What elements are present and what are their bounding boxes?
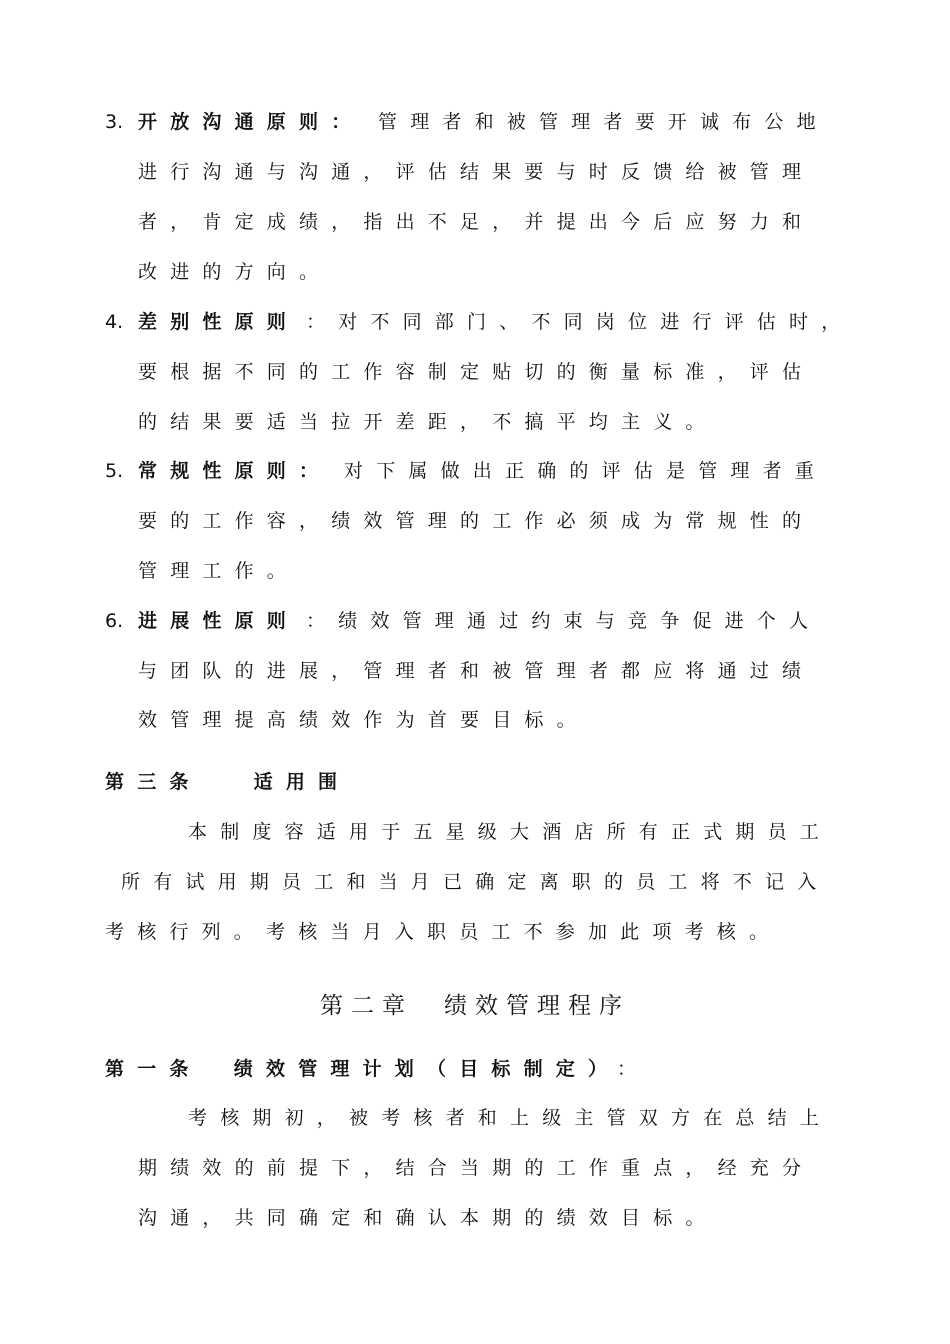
item-6-line-1 bbox=[0, 605, 950, 637]
item-text: 的结果要适当拉开差距，不搞平均主义。 bbox=[138, 411, 718, 433]
item-5-line-2 bbox=[0, 505, 950, 537]
article-1-line-2 bbox=[0, 1152, 950, 1184]
item-text: 管理工作。 bbox=[138, 560, 300, 582]
item-3-line-4 bbox=[0, 256, 950, 288]
item-number: 3. bbox=[105, 111, 124, 133]
item-text: 进行沟通与沟通，评估结果要与时反馈给被管理 bbox=[138, 161, 815, 183]
item-4-line-3 bbox=[0, 406, 950, 438]
item-title: 常规性原则： bbox=[138, 460, 332, 482]
article-title-suffix: ： bbox=[617, 1058, 650, 1080]
article-3-line-1 bbox=[0, 816, 950, 848]
item-title: 进展性原则 bbox=[138, 610, 300, 632]
item-number: 5. bbox=[105, 460, 124, 482]
article-3-line-2 bbox=[0, 866, 950, 898]
item-4-line-2 bbox=[0, 356, 950, 388]
article-text: 所有试用期员工和当月已确定离职的员工将不记入 bbox=[121, 871, 830, 893]
item-text: 要的工作容，绩效管理的工作必须成为常规性的 bbox=[138, 510, 815, 532]
item-number: 4. bbox=[105, 311, 124, 333]
article-text: 本制度容适用于五星级大酒店所有正式期员工 bbox=[188, 821, 833, 843]
item-3-line-2 bbox=[0, 156, 950, 188]
item-3-line-1 bbox=[0, 106, 950, 138]
article-title: 第一条 绩效管理计划（目标制定） bbox=[105, 1058, 621, 1080]
article-text: 期绩效的前提下，结合当期的工作重点，经充分 bbox=[138, 1157, 815, 1179]
article-3-title bbox=[0, 766, 950, 798]
item-text: 对下属做出正确的评估是管理者重 bbox=[344, 460, 828, 482]
item-text: 者，肯定成绩，指出不足，并提出今后应努力和 bbox=[138, 211, 815, 233]
item-text: ：绩效管理通过约束与竞争促进个人 bbox=[306, 610, 822, 632]
item-3-line-3 bbox=[0, 206, 950, 238]
article-3-line-3 bbox=[0, 916, 950, 948]
item-6-line-2 bbox=[0, 655, 950, 687]
chapter-heading: 第二章 绩效管理程序 bbox=[320, 993, 630, 1019]
item-text: ：对不同部门、不同岗位进行评估时， bbox=[306, 311, 854, 333]
item-text: 效管理提高绩效作为首要目标。 bbox=[138, 709, 589, 731]
article-text: 考核期初，被考核者和上级主管双方在总结上 bbox=[188, 1107, 833, 1129]
article-text: 沟通，共同确定和确认本期的绩效目标。 bbox=[138, 1207, 718, 1229]
item-text: 与团队的进展，管理者和被管理者都应将通过绩 bbox=[138, 660, 815, 682]
item-title: 差别性原则 bbox=[138, 311, 300, 333]
article-text: 考核行列。考核当月入职员工不参加此项考核。 bbox=[105, 921, 782, 943]
article-1-line-3 bbox=[0, 1202, 950, 1234]
item-text: 管理者和被管理者要开诚布公地 bbox=[378, 111, 829, 133]
item-5-line-1 bbox=[0, 455, 950, 487]
article-1-title-line bbox=[0, 1053, 950, 1085]
item-5-line-3 bbox=[0, 555, 950, 587]
item-number: 6. bbox=[105, 610, 124, 632]
item-6-line-3 bbox=[0, 704, 950, 736]
item-4-line-1 bbox=[0, 306, 950, 338]
article-title: 第三条 适用围 bbox=[105, 771, 351, 793]
article-1-line-1 bbox=[0, 1102, 950, 1134]
item-text: 要根据不同的工作容制定贴切的衡量标准，评估 bbox=[138, 361, 815, 383]
item-title: 开放沟通原则： bbox=[138, 111, 364, 133]
item-text: 改进的方向。 bbox=[138, 261, 332, 283]
